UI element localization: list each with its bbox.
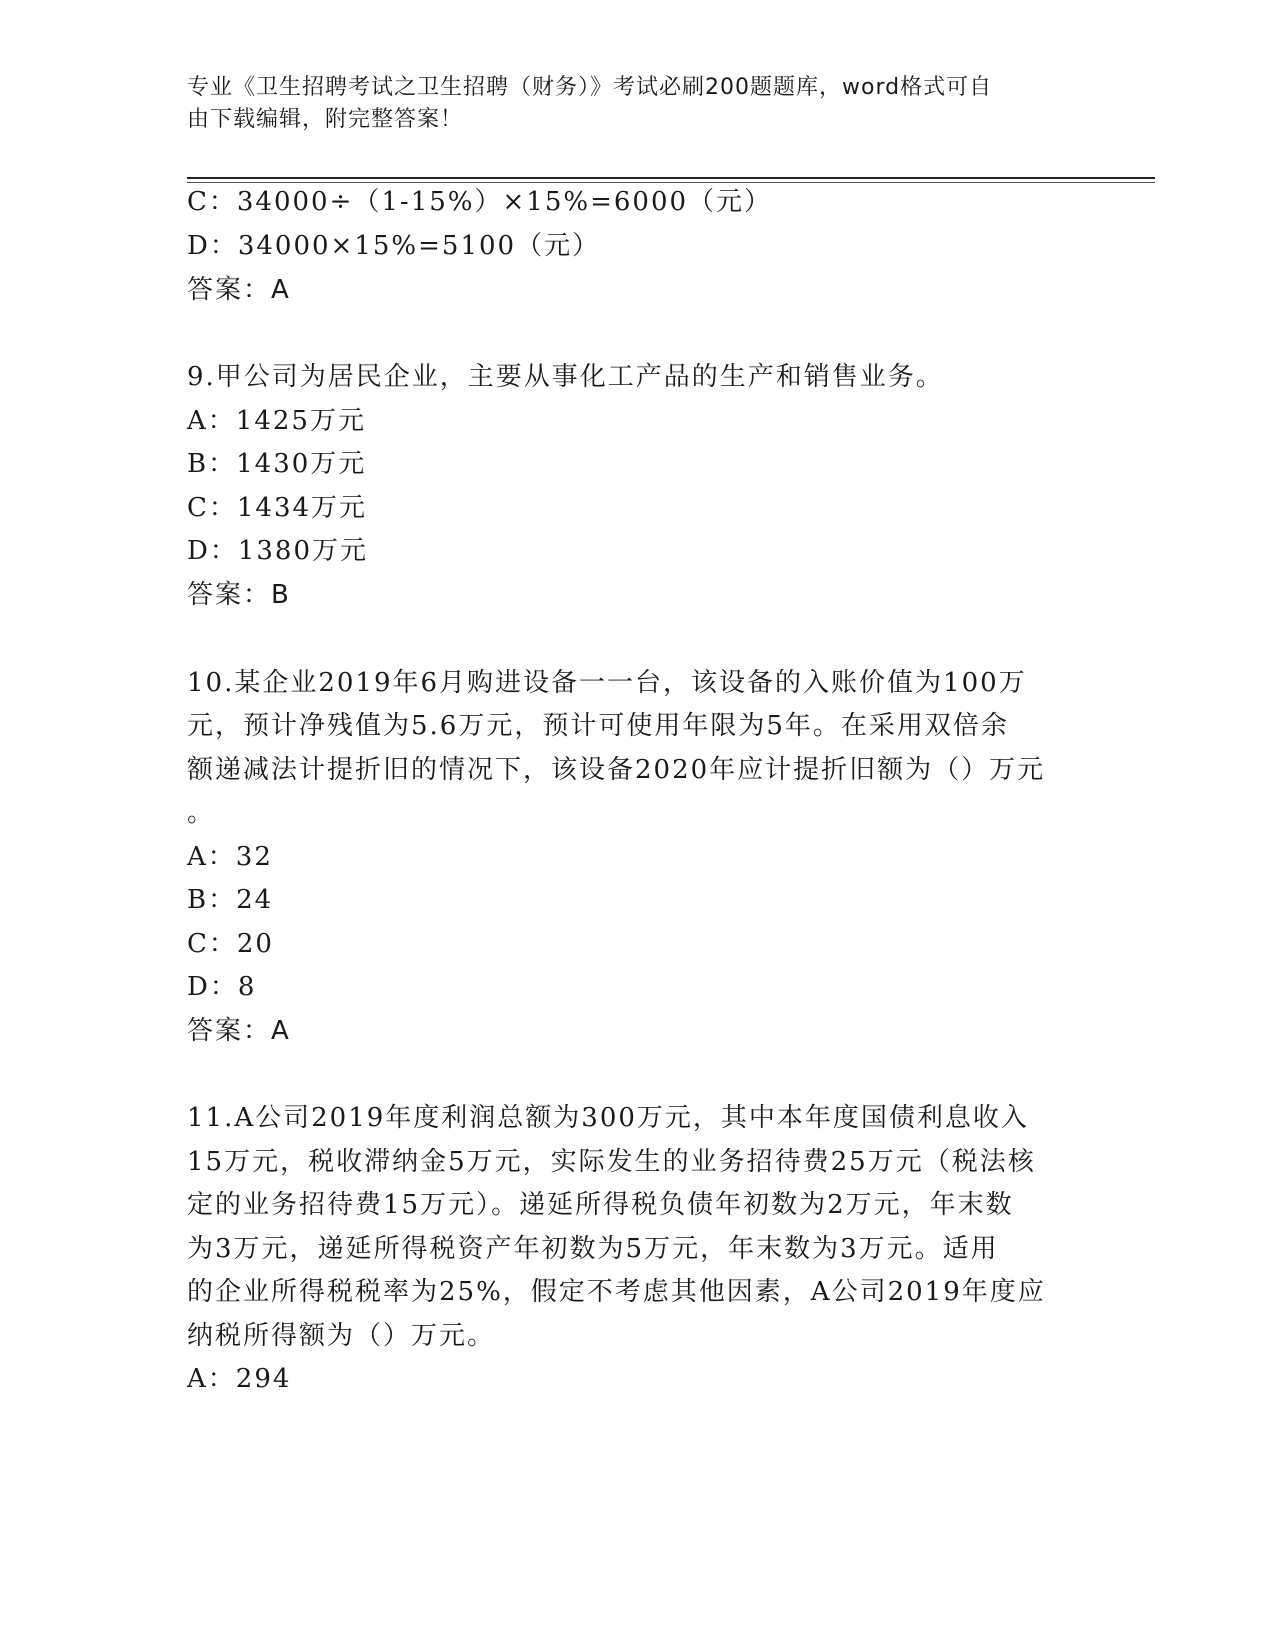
header-line-1: 专业《卫生招聘考试之卫生招聘（财务）》考试必刷200题题库，word格式可自 [187, 75, 993, 100]
prev-option-d: D：34000×15%=5100（元） [187, 231, 601, 261]
q10-option-a: A：32 [187, 842, 273, 872]
q11-stem-line-1: 11.A公司2019年度利润总额为300万元，其中本年度国债利息收入 [187, 1103, 1029, 1133]
prev-option-c: C：34000÷（1-15%）×15%=6000（元） [187, 187, 773, 217]
q9-option-d: D：1380万元 [187, 536, 369, 566]
q9-option-b: B：1430万元 [187, 449, 367, 479]
q11-stem-line-5: 的企业所得税税率为25%，假定不考虑其他因素，A公司2019年度应 [187, 1277, 1046, 1307]
q9-stem: 9.甲公司为居民企业，主要从事化工产品的生产和销售业务。 [187, 362, 944, 392]
q10-stem-line-2: 元，预计净残值为5.6万元，预计可使用年限为5年。在采用双倍余 [187, 711, 1009, 741]
q10-stem-line-1: 10.某企业2019年6月购进设备一一台，该设备的入账价值为100万 [187, 668, 1027, 698]
header-divider-thick [187, 177, 1155, 179]
document-header [187, 72, 1067, 136]
q9-option-c: C：1434万元 [187, 493, 368, 523]
q11-stem-line-4: 为3万元，递延所得税资产年初数为5万元，年末数为3万元。适用 [187, 1234, 999, 1264]
q10-option-b: B：24 [187, 885, 274, 915]
q10-option-d: D：8 [187, 972, 257, 1002]
q9-option-a: A：1425万元 [187, 406, 366, 436]
prev-answer: 答案：A [187, 275, 291, 305]
header-line-2: 由下载编辑，附完整答案！ [187, 107, 464, 132]
q10-stem-line-4: 。 [187, 798, 216, 828]
q11-stem-line-3: 定的业务招待费15万元）。递延所得税负债年初数为2万元，年末数 [187, 1190, 1014, 1220]
q10-stem-line-3: 额递减法计提折旧的情况下，该设备2020年应计提折旧额为（）万元 [187, 755, 1046, 785]
q11-stem-line-2: 15万元，税收滞纳金5万元，实际发生的业务招待费25万元（税法核 [187, 1147, 1036, 1177]
q11-option-a: A：294 [187, 1364, 292, 1394]
q9-answer: 答案：B [187, 580, 291, 610]
q10-option-c: C：20 [187, 929, 274, 959]
q11-stem-line-6: 纳税所得额为（）万元。 [187, 1321, 496, 1351]
q10-answer: 答案：A [187, 1016, 291, 1046]
